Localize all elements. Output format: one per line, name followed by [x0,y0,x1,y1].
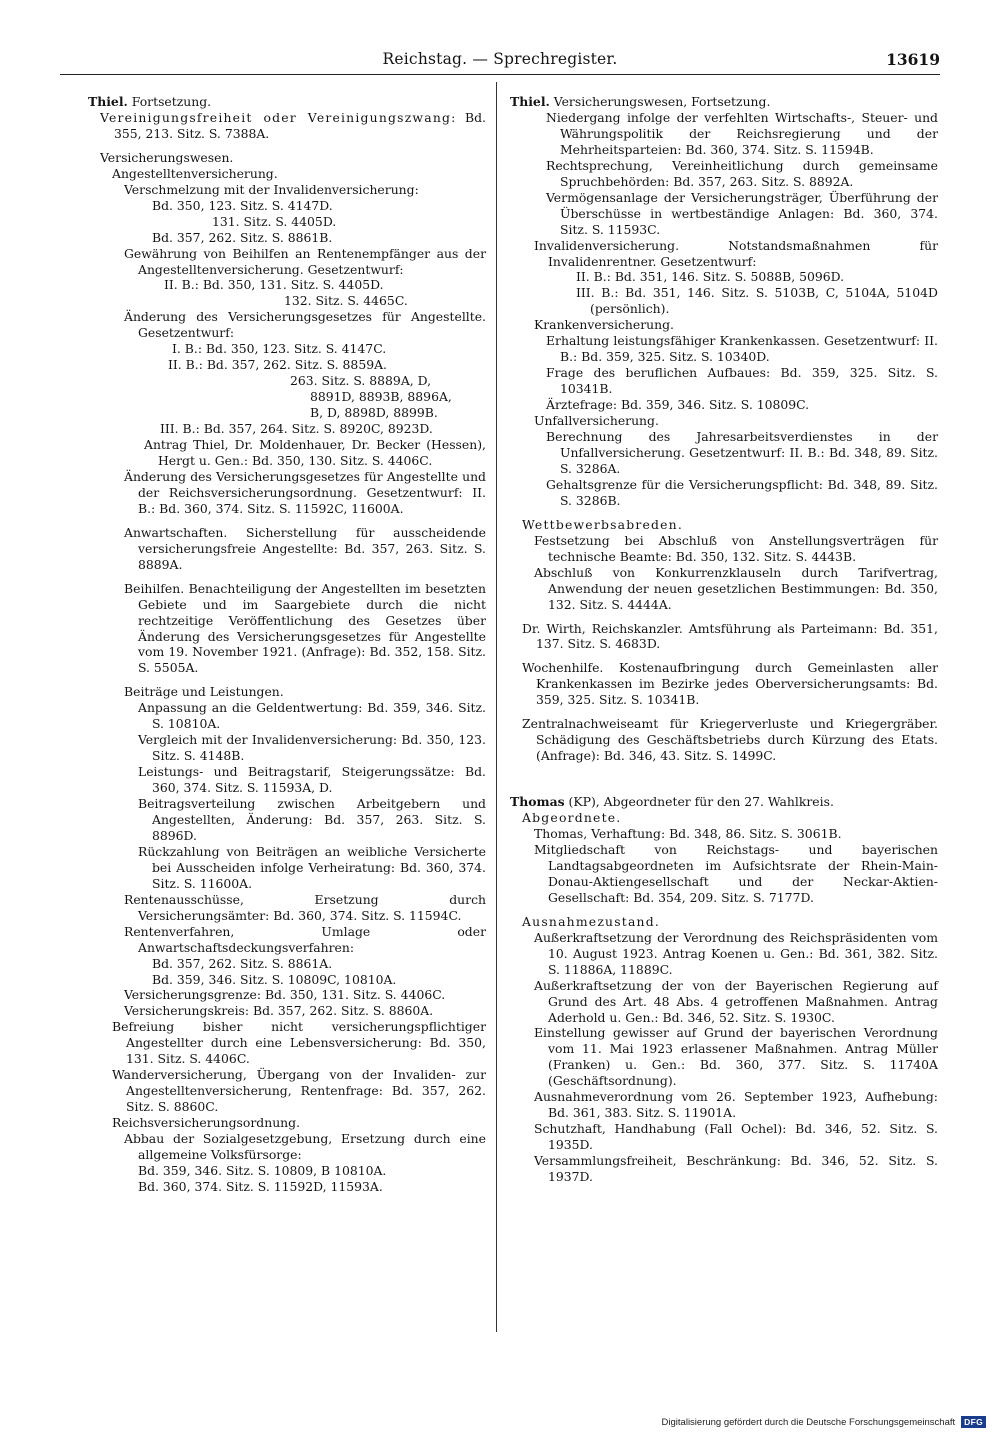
index-entry: Rechtsprechung, Vereinheitlichung durch gemeinsame Spruchbehörden: Bd. 357, 263. Sitz. S. 8892A. [546,157,938,189]
index-entry: Ärztefrage: Bd. 359, 346. Sitz. S. 10809C. [546,397,810,413]
index-entry: II. B.: Bd. 357, 262. Sitz. S. 8859A. [168,357,387,373]
index-heading [510,794,938,810]
running-title: Reichstag. — Sprechregister. [382,50,618,68]
index-entry: 8891D, 8893B, 8896A, [310,389,452,405]
spacer [510,764,938,794]
index-entry: Versammlungsfreiheit, Beschränkung: Bd. 346, 52. Sitz. S. 1937D. [534,1153,938,1185]
index-entry: Berechnung des Jahresarbeitsverdienstes in der Unfallversicherung. Gesetzentwurf: II. B.: Bd. 348, 89. Sitz. S. 3286A. [546,429,938,476]
index-entry: Schutzhaft, Handhabung (Fall Ochel): Bd. 346, 52. Sitz. S. 1935D. [534,1121,938,1153]
index-entry: Mitgliedschaft von Reichstags- und bayerischen Landtagsabgeordneten im Aufsichtsrate der Rhein-Main-Donau-Aktiengesellschaft und der Neckar-Aktien-Gesellschaft: Bd. 354, 209. Sitz. S. 7177D. [534,841,938,905]
index-entry: Beitragsverteilung zwischen Arbeitgebern und Angestellten, Änderung: Bd. 357, 263. Sitz. S. 8896D. [138,796,486,843]
right-column [510,94,938,1185]
index-entry: II. B.: Bd. 351, 146. Sitz. S. 5088B, 5096D. [576,269,845,285]
entry-text: : Bd. 355, 213. Sitz. S. 7388A. [114,109,487,141]
column-divider [496,82,497,1332]
spacer [88,517,486,525]
index-entry: Antrag Thiel, Dr. Moldenhauer, Dr. Becker (Hessen), Hergt u. Gen.: Bd. 350, 130. Sitz. S. 4406C. [144,437,486,468]
index-entry: Versicherungskreis: Bd. 357, 262. Sitz. S. 8860A. [124,1003,434,1019]
entry-text: Versicherungswesen, Fortsetzung. [549,94,771,109]
index-entry: Änderung des Versicherungsgesetzes für Angestellte und der Reichsversicherungsordnung. Gesetzentwurf: II. B.: Bd. 360, 374. Sitz. S. 11592C, 11600A. [124,468,486,516]
index-entry: Wochenhilfe. Kostenaufbringung durch Gemeinlasten aller Krankenkassen im Bezirke jedes Oberversicherungsamts: Bd. 359, 325. Sitz. S. 10341B. [522,660,938,708]
index-entry: Außerkraftsetzung der Verordnung des Reichspräsidenten vom 10. August 1923. Antrag Koenen u. Gen.: Bd. 361, 382. Sitz. S. 11886A, 11889C. [534,929,938,977]
index-entry: Anwartschaften. Sicherstellung für ausscheidende versicherungsfreie Angestellte: Bd. 357, 263. Sitz. S. 8889A. [124,524,486,572]
page-number: 13619 [886,50,940,69]
index-entry: Abgeordnete. [522,810,622,826]
index-entry: Bd. 359, 346. Sitz. S. 10809C, 10810A. [152,971,397,987]
index-entry: Reichsversicherungsordnung. [112,1115,301,1131]
spacer [510,708,938,716]
index-entry: Ausnahmeverordnung vom 26. September 1923, Aufhebung: Bd. 361, 383. Sitz. S. 11901A. [534,1089,938,1121]
index-entry: Anpassung an die Geldentwertung: Bd. 359, 346. Sitz. S. 10810A. [138,700,486,732]
index-entry: Bd. 360, 374. Sitz. S. 11592D, 11593A. [138,1178,383,1194]
index-entry: Änderung des Versicherungsgesetzes für Angestellte. Gesetzentwurf: [124,309,486,341]
index-entry: III. B.: Bd. 351, 146. Sitz. S. 5103B, C, 5104A, 5104D (persönlich). [576,285,938,317]
index-entry: Befreiung bisher nicht versicherungspflichtiger Angestellter durch eine Lebensversicherung: Bd. 350, 131. Sitz. S. 4406C. [112,1019,486,1067]
index-entry: Leistungs- und Beitragstarif, Steigerungssätze: Bd. 360, 374. Sitz. S. 11593A, D. [138,764,486,796]
index-entry: Gewährung von Beihilfen an Rentenempfänger aus der Angestelltenversicherung. Gesetzentwurf: [124,245,486,277]
footer-credit: Digitalisierung gefördert durch die Deutsche Forschungsgemeinschaft [661,1416,956,1428]
footer [662,1416,986,1428]
spacer [88,573,486,581]
speaker-name: Thomas [510,794,565,810]
index-entry: Krankenversicherung. [534,317,674,333]
index-entry: Abschluß von Konkurrenzklauseln durch Tarifvertrag, Anwendung der neuen gesetzlichen Bestimmungen: Bd. 350, 132. Sitz. S. 4444A. [534,564,938,612]
index-entry: Bd. 359, 346. Sitz. S. 10809, B 10810A. [138,1162,387,1178]
index-entry: Wanderversicherung, Übergang von der Invaliden- zur Angestelltenversicherung, Rentenfrage: Bd. 357, 262. Sitz. S. 8860C. [112,1067,486,1115]
index-entry: I. B.: Bd. 350, 123. Sitz. S. 4147C. [172,341,387,357]
index-entry: 131. Sitz. S. 4405D. [212,213,337,229]
index-entry: Erhaltung leistungsfähiger Krankenkassen. Gesetzentwurf: II. B.: Bd. 359, 325. Sitz. S. 10340D. [546,333,938,365]
index-entry: Angestelltenversicherung. [112,165,278,181]
index-entry: III. B.: Bd. 357, 264. Sitz. S. 8920C, 8923D. [160,421,433,437]
index-heading [510,94,938,110]
index-entry: Gehaltsgrenze für die Versicherungspflicht: Bd. 348, 89. Sitz. S. 3286B. [546,476,938,508]
index-entry: Versicherungswesen. [100,149,234,165]
index-entry: Bd. 357, 262. Sitz. S. 8861B. [152,229,333,245]
entry-text: Fortsetzung. [127,94,212,109]
index-entry: Verschmelzung mit der Invalidenversicherung: [124,181,419,197]
spacer [510,613,938,621]
index-entry: Zentralnachweiseamt für Kriegerverluste und Kriegergräber. Schädigung des Geschäftsbetriebs durch Kürzung des Etats. (Anfrage): Bd. 346, 43. Sitz. S. 1499C. [522,716,938,764]
spacer [510,509,938,517]
page-header [60,46,940,75]
index-entry: Einstellung gewisser auf Grund der bayerischen Verordnung vom 11. Mai 1923 erlassener Maßnahmen. Antrag Müller (Franken) u. Gen.: Bd. 360, 377. Sitz. S. 11740A (Geschäftsordnung). [534,1025,938,1089]
index-entry: Unfallversicherung. [534,413,659,429]
index-entry: Beihilfen. Benachteiligung der Angestellten im besetzten Gebiete und im Saargebiete durch die nicht rechtzeitige Veröffentlichung des Gesetzes über Änderung des Versicherungsgesetzes für Angestellte vom 19. November 1921. (Anfrage): Bd. 352, 158. Sitz. S. 5505A. [124,580,486,676]
index-entry: Abbau der Sozialgesetzgebung, Ersetzung durch eine allgemeine Volksfürsorge: [124,1131,486,1162]
index-entry: Versicherungsgrenze: Bd. 350, 131. Sitz. S. 4406C. [124,987,446,1003]
index-entry: Beiträge und Leistungen. [124,684,284,700]
index-entry: Invalidenversicherung. Notstandsmaßnahmen für Invalidenrentner. Gesetzentwurf: [534,237,938,269]
spacer [510,906,938,914]
entry-text: (KP), Abgeordneter für den 27. Wahlkreis. [564,794,834,810]
spaced-term: Vereinigungsfreiheit oder Vereinigungszwang [100,109,452,125]
index-entry: Bd. 350, 123. Sitz. S. 4147D. [152,197,333,213]
index-entry: B, D, 8898D, 8899B. [310,405,438,421]
index-entry: Rückzahlung von Beiträgen an weibliche Versicherte bei Ausscheiden infolge Verheiratung: Bd. 360, 374. Sitz. S. 11600A. [138,843,486,891]
index-entry: 263. Sitz. S. 8889A, D, [290,373,432,389]
index-entry: Niedergang infolge der verfehlten Wirtschafts-, Steuer- und Währungspolitik der Reichsregierung und der Mehrheitsparteien: Bd. 360, 374. Sitz. S. 11594B. [546,109,938,157]
left-column [88,94,486,1195]
index-entry: Vermögensanlage der Versicherungsträger, Überführung der Überschüsse in wertbeständige Anlagen: Bd. 360, 374. Sitz. S. 11593C. [546,189,938,237]
index-entry: Frage des beruflichen Aufbaues: Bd. 359, 325. Sitz. S. 10341B. [546,365,938,397]
index-entry [88,110,486,142]
dfg-logo: DFG [961,1416,986,1428]
index-entry: 132. Sitz. S. 4465C. [284,293,408,309]
spacer [88,676,486,684]
index-entry: Außerkraftsetzung der von der Bayerischen Regierung auf Grund des Art. 48 Abs. 4 getroffenen Maßnahmen. Antrag Aderhold u. Gen.: Bd. 346, 52. Sitz. S. 1930C. [534,977,938,1025]
index-entry: Rentenverfahren, Umlage oder Anwartschaftsdeckungsverfahren: [124,923,486,955]
index-entry: Vergleich mit der Invalidenversicherung: Bd. 350, 123. Sitz. S. 4148B. [138,732,486,764]
speaker-name: Thiel. [88,94,128,109]
spacer [88,142,486,150]
index-entry: Thomas, Verhaftung: Bd. 348, 86. Sitz. S. 3061B. [534,826,842,842]
spacer [510,652,938,660]
index-entry: Ausnahmezustand. [522,913,661,929]
speaker-name: Thiel. [510,94,550,109]
index-entry: Festsetzung bei Abschluß von Anstellungsverträgen für technische Beamte: Bd. 350, 132. Sitz. S. 4443B. [534,532,938,564]
index-heading [88,94,486,110]
index-entry: Wettbewerbsabreden. [522,516,683,532]
index-entry: Bd. 357, 262. Sitz. S. 8861A. [152,955,333,971]
index-entry: Dr. Wirth, Reichskanzler. Amtsführung als Parteimann: Bd. 351, 137. Sitz. S. 4683D. [522,620,938,652]
index-entry: II. B.: Bd. 350, 131. Sitz. S. 4405D. [164,277,384,293]
index-entry: Rentenausschüsse, Ersetzung durch Versicherungsämter: Bd. 360, 374. Sitz. S. 11594C. [124,891,486,923]
